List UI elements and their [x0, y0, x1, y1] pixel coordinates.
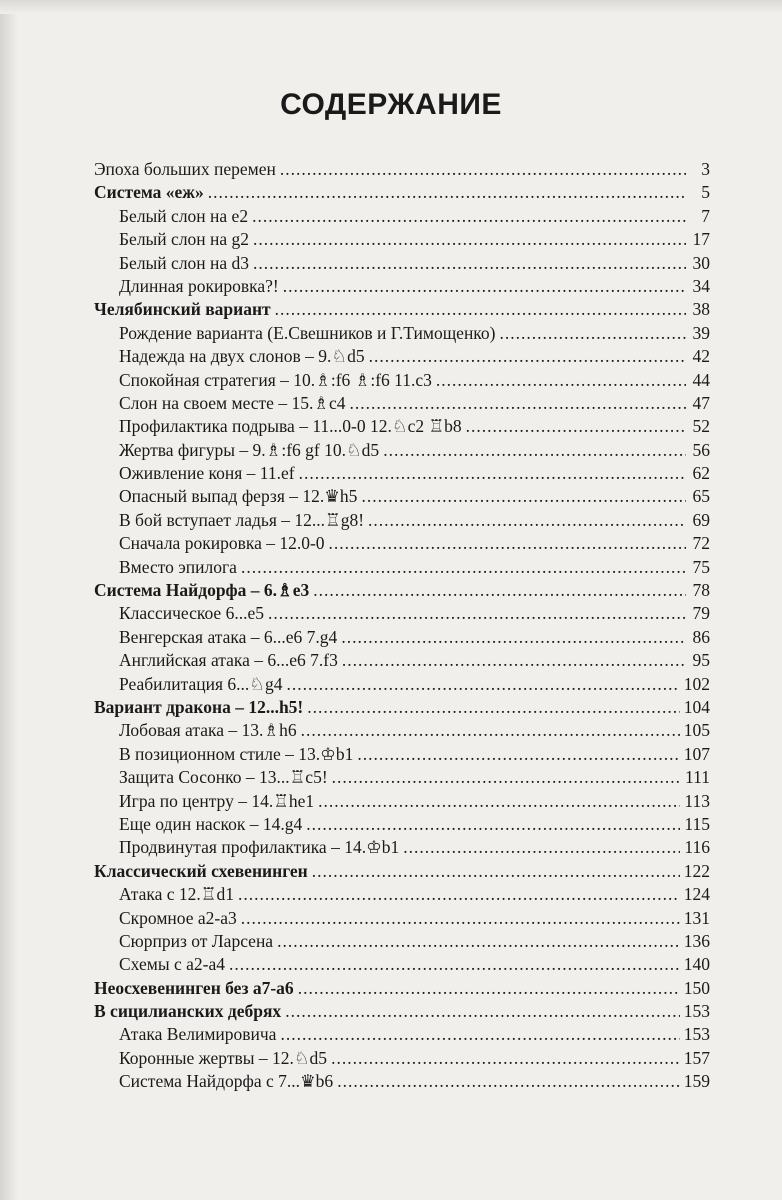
dot-leader [286, 673, 679, 696]
toc-entry [94, 509, 710, 532]
toc-entry-title: Белый слон на e2 [119, 205, 249, 226]
toc-entry-title: Классическое 6...e5 [119, 603, 264, 624]
toc-page-number: 56 [692, 439, 710, 460]
toc-page-number: 105 [683, 720, 710, 741]
toc-page-number: 42 [692, 346, 710, 367]
toc-page-number: 116 [684, 837, 710, 858]
dot-leader [280, 1023, 679, 1046]
toc-page-number: 113 [684, 790, 710, 811]
dot-leader [229, 953, 680, 976]
toc-page-number: 95 [692, 650, 710, 671]
dot-leader [436, 369, 686, 392]
dot-leader [342, 649, 686, 672]
toc-entry-title: Система Найдорфа – 6.♗e3 [94, 580, 310, 601]
toc-page-number: 153 [683, 1024, 710, 1045]
toc-page-number: 124 [683, 884, 710, 905]
dot-leader [280, 158, 686, 181]
toc-entry [94, 673, 710, 696]
dot-leader [466, 415, 686, 438]
toc-entry-title: Система Найдорфа с 7...♛b6 [119, 1071, 334, 1092]
toc-entry [94, 883, 710, 906]
toc-page-number: 150 [683, 977, 710, 998]
toc-entry-title: Жертва фигуры – 9.♗:f6 gf 10.♘d5 [119, 439, 380, 460]
toc-entry [94, 228, 710, 251]
dot-leader [312, 860, 680, 883]
toc-entry-title: Вариант дракона – 12...h5! [94, 696, 304, 717]
page-edge [0, 0, 18, 1200]
toc-page-number: 39 [692, 322, 710, 343]
toc-section-entry [94, 579, 710, 602]
toc-entry-title: В сицилианских дебрях [94, 1001, 282, 1022]
page-edge-top [0, 0, 782, 14]
toc-entry [94, 485, 710, 508]
toc-entry-title: Белый слон на d3 [119, 252, 250, 273]
toc-entry [94, 345, 710, 368]
toc-entry-title: В позиционном стиле – 13.♔b1 [119, 743, 354, 764]
toc-page-number: 17 [692, 229, 710, 250]
toc-entry-title: Оживление коня – 11.ef [119, 463, 295, 484]
toc-entry-title: Спокойная стратегия – 10.♗:f6 ♗:f6 11.c3 [119, 369, 432, 390]
toc-page-number: 34 [692, 275, 710, 296]
dot-leader [208, 181, 686, 204]
toc-entry [94, 158, 710, 181]
toc-page-number: 78 [692, 580, 710, 601]
toc-page-number: 107 [683, 743, 710, 764]
toc-page-number: 86 [692, 626, 710, 647]
toc-entry-title: Лобовая атака – 13.♗h6 [119, 720, 297, 741]
toc-entry-title: Продвинутая профилактика – 14.♔b1 [119, 837, 400, 858]
dot-leader [299, 462, 686, 485]
dot-leader [283, 275, 686, 298]
toc-entry [94, 930, 710, 953]
toc-entry-title: Еще один наскок – 14.g4 [119, 813, 303, 834]
toc-entry [94, 743, 710, 766]
toc-section-entry [94, 977, 710, 1000]
toc-section-entry [94, 181, 710, 204]
dot-leader [241, 907, 680, 930]
dot-leader [332, 766, 681, 789]
dot-leader [368, 509, 686, 532]
dot-leader [337, 1070, 680, 1093]
dot-leader [403, 836, 680, 859]
toc-page-number: 44 [692, 369, 710, 390]
toc-entry-title: Опасный выпад ферзя – 12.♛h5 [119, 486, 358, 507]
toc-entry [94, 556, 710, 579]
toc-entry-title: Скромное a2-a3 [119, 907, 237, 928]
toc-entry-title: Система «еж» [94, 182, 204, 203]
dot-leader [369, 345, 686, 368]
dot-leader [318, 790, 680, 813]
toc-entry [94, 836, 710, 859]
toc-page-number: 65 [692, 486, 710, 507]
toc-entry [94, 462, 710, 485]
dot-leader [301, 719, 680, 742]
dot-leader [357, 743, 679, 766]
toc-entry [94, 532, 710, 555]
dot-leader [275, 298, 686, 321]
toc-entry-title: Реабилитация 6...♘g4 [119, 673, 283, 694]
table-of-contents [94, 158, 710, 1094]
toc-page-number: 140 [683, 954, 710, 975]
toc-entry-title: Вместо эпилога [119, 556, 237, 577]
dot-leader [313, 579, 686, 602]
toc-entry [94, 626, 710, 649]
toc-entry-title: Неосхевенинген без a7-a6 [94, 977, 294, 998]
toc-entry [94, 1070, 710, 1093]
dot-leader [268, 602, 686, 625]
dot-leader [253, 228, 686, 251]
toc-page-number: 75 [692, 556, 710, 577]
dot-leader [341, 626, 686, 649]
dot-leader [350, 392, 686, 415]
dot-leader [361, 485, 686, 508]
dot-leader [238, 883, 680, 906]
toc-entry-title: В бой вступает ладья – 12...♖g8! [119, 509, 365, 530]
toc-entry-title: Белый слон на g2 [119, 229, 250, 250]
toc-entry [94, 719, 710, 742]
toc-entry-title: Атака с 12.♖d1 [119, 884, 234, 905]
dot-leader [298, 977, 680, 1000]
toc-entry-title: Сюрприз от Ларсена [119, 930, 274, 951]
dot-leader [383, 439, 686, 462]
toc-entry [94, 275, 710, 298]
toc-entry-title: Классический схевенинген [94, 860, 308, 881]
toc-page-number: 131 [683, 907, 710, 928]
dot-leader [329, 532, 686, 555]
toc-page-number: 47 [692, 392, 710, 413]
toc-page-number: 72 [692, 533, 710, 554]
toc-page-number: 7 [701, 205, 710, 226]
dot-leader [306, 813, 680, 836]
toc-page-number: 122 [683, 860, 710, 881]
toc-page-number: 104 [683, 696, 710, 717]
dot-leader [253, 252, 686, 275]
dot-leader [285, 1000, 680, 1023]
dot-leader [241, 556, 686, 579]
toc-page-number: 79 [692, 603, 710, 624]
dot-leader [500, 322, 687, 345]
toc-entry-title: Игра по центру – 14.♖he1 [119, 790, 315, 811]
toc-page-number: 102 [683, 673, 710, 694]
toc-section-entry [94, 1000, 710, 1023]
toc-entry-title: Венгерская атака – 6...e6 7.g4 [119, 626, 338, 647]
toc-section-entry [94, 696, 710, 719]
toc-entry [94, 602, 710, 625]
dot-leader [307, 696, 680, 719]
toc-page-number: 115 [684, 813, 710, 834]
toc-entry-title: Длинная рокировка?! [119, 275, 279, 296]
toc-entry-title: Рождение варианта (Е.Свешников и Г.Тимощенко) [119, 322, 496, 343]
toc-page-number: 69 [692, 509, 710, 530]
toc-entry-title: Эпоха больших перемен [94, 159, 276, 179]
toc-entry [94, 392, 710, 415]
toc-section-entry [94, 298, 710, 321]
toc-page-number: 3 [701, 159, 710, 179]
dot-leader [331, 1047, 680, 1070]
toc-entry-title: Коронные жертвы – 12.♘d5 [119, 1047, 328, 1068]
toc-page-number: 159 [683, 1071, 710, 1092]
toc-entry-title: Английская атака – 6...e6 7.f3 [119, 650, 338, 671]
toc-entry [94, 790, 710, 813]
toc-entry-title: Слон на своем месте – 15.♗c4 [119, 392, 346, 413]
toc-entry [94, 649, 710, 672]
toc-page-number: 52 [692, 416, 710, 437]
toc-page-number: 157 [683, 1047, 710, 1068]
toc-entry [94, 1023, 710, 1046]
toc-entry [94, 439, 710, 462]
toc-entry [94, 252, 710, 275]
toc-entry-title: Схемы с a2-a4 [119, 954, 225, 975]
toc-page-number: 136 [683, 930, 710, 951]
toc-entry [94, 813, 710, 836]
toc-entry [94, 322, 710, 345]
dot-leader [252, 205, 686, 228]
toc-entry [94, 205, 710, 228]
toc-entry-title: Челябинский вариант [94, 299, 271, 320]
toc-entry [94, 369, 710, 392]
toc-entry [94, 766, 710, 789]
toc-page-number: 30 [692, 252, 710, 273]
toc-entry [94, 907, 710, 930]
toc-section-entry [94, 860, 710, 883]
toc-entry [94, 415, 710, 438]
toc-entry-title: Атака Велимировича [119, 1024, 277, 1045]
toc-page-number: 5 [701, 182, 710, 203]
toc-entry-title: Сначала рокировка – 12.0-0 [119, 533, 325, 554]
toc-page-number: 62 [692, 463, 710, 484]
toc-page-number: 38 [692, 299, 710, 320]
toc-entry-title: Надежда на двух слонов – 9.♘d5 [119, 346, 365, 367]
toc-entry [94, 953, 710, 976]
dot-leader [277, 930, 680, 953]
page-title: СОДЕРЖАНИЕ [280, 88, 502, 121]
toc-entry-title: Профилактика подрыва – 11...0-0 12.♘c2 ♖b8 [119, 416, 462, 437]
toc-entry [94, 1047, 710, 1070]
toc-entry-title: Защита Сосонко – 13...♖c5! [119, 767, 328, 788]
toc-page-number: 153 [683, 1001, 710, 1022]
toc-page-number: 111 [685, 767, 710, 788]
